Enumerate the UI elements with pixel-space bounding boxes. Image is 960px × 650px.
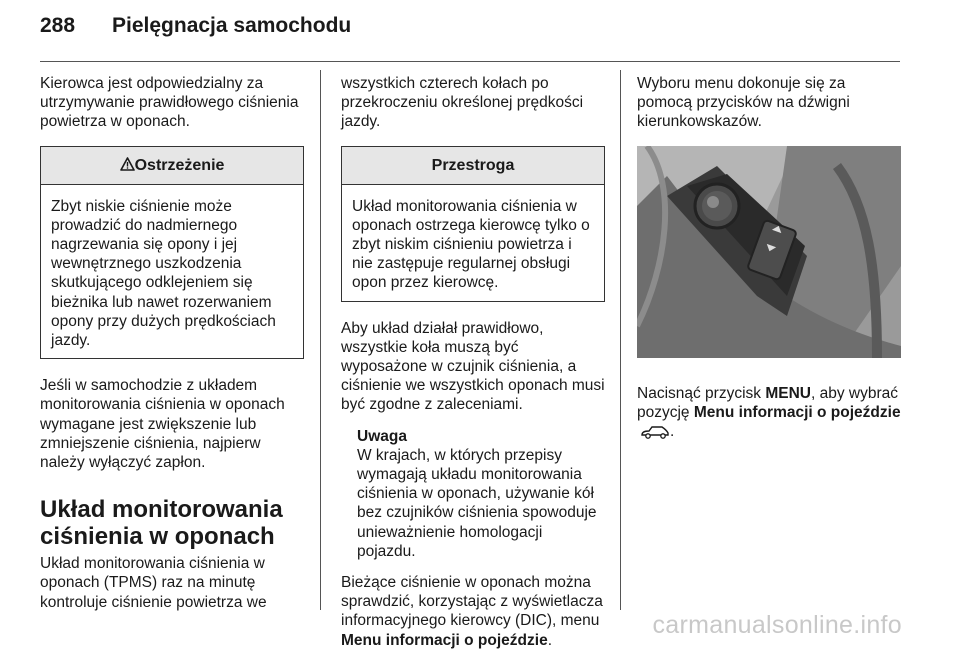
paragraph-text: . (670, 423, 675, 441)
page-title: Pielęgnacja samochodu (112, 14, 352, 37)
note-body: W krajach, w których przepisy wymagają układu monitorowania ciśnienia w oponach, używanie kół bez czujników ciśnienia spowoduje unieważnienie homologacji pojazdu. (357, 446, 597, 560)
paragraph: Jeśli w samochodzie z układem monitorowania ciśnienia w oponach wymagane jest zwiększenie lub zmniejszenie ciśnienia, najpierw należy wyłączyć zapłon. (40, 377, 285, 472)
paragraph: wszystkich czterech kołach po przekroczeniu określonej prędkości jazdy. (341, 75, 584, 131)
watermark: carmanualsonline.info (652, 611, 902, 639)
warning-title: Ostrzeżenie (134, 156, 225, 174)
page-header (40, 14, 351, 38)
paragraph: Wyboru menu dokonuje się za pomocą przycisków na dźwigni kierunkowskazów. (637, 75, 850, 131)
paragraph (637, 384, 901, 442)
column-2 (341, 74, 605, 650)
caution-body: Układ monitorowania ciśnienia w oponach ostrzega kierowcę tylko o zbyt niskim ciśnieniu powietrza i nie zastępuje regularnej obsługi opon przez kierowcę. (352, 197, 590, 292)
note-block (341, 427, 605, 561)
caution-box (341, 146, 605, 302)
warning-triangle-icon (120, 157, 135, 171)
warning-body: Zbyt niskie ciśnienie może prowadzić do nadmiernego nagrzewania się opony i jej wewnętrznego uszkodzenia skutkującego odklejeniem się bieżnika lub nawet rozerwaniem opony przy dużych prędkościach jazdy. (51, 197, 276, 350)
menu-item-name: Menu informacji o pojeździe (693, 403, 901, 421)
paragraph (341, 573, 605, 650)
warning-title-bar (41, 147, 303, 185)
menu-name: Menu informacji o pojeździe (341, 631, 548, 649)
paragraph-text: . (547, 631, 552, 649)
column-divider (320, 70, 321, 610)
column-3 (637, 74, 901, 441)
intro-paragraph: Kierowca jest odpowiedzialny za utrzymywanie prawidłowego ciśnienia powietrza w oponach. (40, 75, 299, 131)
note-title: Uwaga (357, 427, 407, 445)
paragraph-text: Nacisnąć przycisk (637, 384, 766, 402)
car-icon (640, 425, 670, 439)
column-1 (40, 74, 304, 612)
paragraph: Aby układ działał prawidłowo, wszystkie koła muszą być wyposażone w czujnik ciśnienia, a ciśnienie we wszystkich oponach musi być zgodne z zaleceniami. (341, 319, 605, 414)
warning-box (40, 146, 304, 360)
turn-signal-lever-illustration (637, 146, 901, 358)
paragraph-text: Bieżące ciśnienie w oponach można sprawdzić, korzystając z wyświetlacza informacyjnego kierowcy (DIC), menu (341, 574, 603, 630)
paragraph: Układ monitorowania ciśnienia w oponach (TPMS) raz na minutę kontroluje ciśnienie powietrza we (40, 555, 267, 611)
menu-button-name: MENU (765, 384, 811, 402)
section-heading: Układ monitorowania ciśnienia w oponach (40, 496, 283, 551)
paragraph-text: , aby wybrać pozycję (637, 384, 898, 421)
page-number: 288 (40, 14, 76, 37)
column-divider (620, 70, 621, 610)
caution-title: Przestroga (342, 147, 604, 185)
header-rule (40, 61, 900, 62)
